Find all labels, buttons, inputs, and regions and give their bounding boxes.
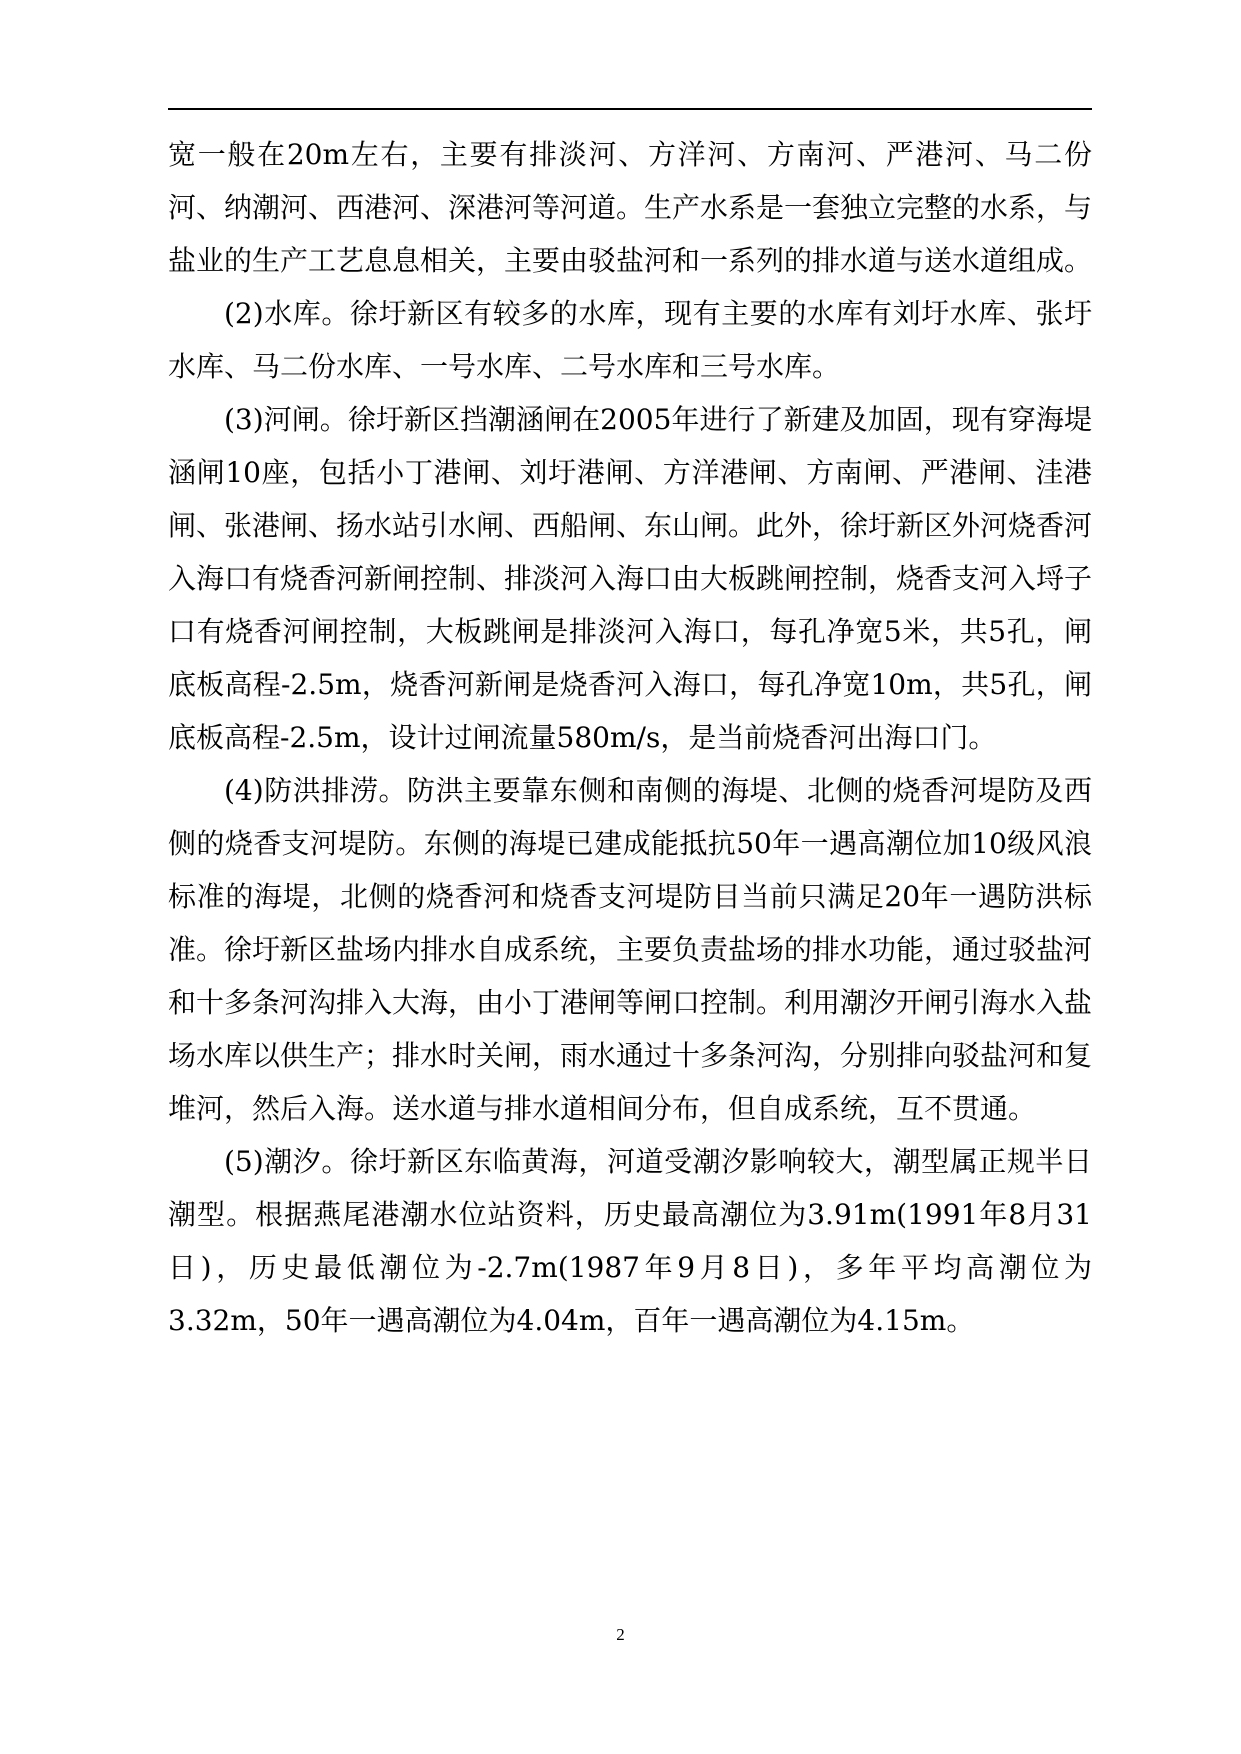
page-number: 2 [616, 1625, 625, 1644]
body-text [168, 128, 1092, 1347]
paragraph-reservoirs: (2)水库。徐圩新区有较多的水库，现有主要的水库有刘圩水库、张圩水库、马二份水库、一号水库、二号水库和三号水库。 [168, 297, 1092, 383]
paragraph-rivers-continued: 宽一般在20m左右，主要有排淡河、方洋河、方南河、严港河、马二份河、纳潮河、西港河、深港河等河道。生产水系是一套独立完整的水系，与盐业的生产工艺息息相关，主要由驳盐河和一系列的排水道与送水道组成。 [168, 138, 1093, 277]
paragraph-sluices: (3)河闸。徐圩新区挡潮涵闸在2005年进行了新建及加固，现有穿海堤涵闸10座，包括小丁港闸、刘圩港闸、方洋港闸、方南闸、严港闸、洼港闸、张港闸、扬水站引水闸、西船闸、东山闸。此外，徐圩新区外河烧香河入海口有烧香河新闸控制、排淡河入海口由大板跳闸控制，烧香支河入埒子口有烧香河闸控制，大板跳闸是排淡河入海口，每孔净宽5米，共5孔，闸底板高程-2.5m，烧香河新闸是烧香河入海口，每孔净宽10m，共5孔，闸底板高程-2.5m，设计过闸流量580m/s，是当前烧香河出海口门。 [168, 403, 1093, 754]
paragraph-tides: (5)潮汐。徐圩新区东临黄海，河道受潮汐影响较大，潮型属正规半日潮型。根据燕尾港潮水位站资料，历史最高潮位为3.91m(1991年8月31日)，历史最低潮位为-2.7m(1987年9月8日)，多年平均高潮位为3.32m，50年一遇高潮位为4.04m，百年一遇高潮位为4.15m。 [168, 1145, 1092, 1337]
header-rule [168, 108, 1092, 110]
paragraph-flood-control: (4)防洪排涝。防洪主要靠东侧和南侧的海堤、北侧的烧香河堤防及西侧的烧香支河堤防。东侧的海堤已建成能抵抗50年一遇高潮位加10级风浪标准的海堤，北侧的烧香河和烧香支河堤防目当前只满足20年一遇防洪标准。徐圩新区盐场内排水自成系统，主要负责盐场的排水功能，通过驳盐河和十多条河沟排入大海，由小丁港闸等闸口控制。利用潮汐开闸引海水入盐场水库以供生产；排水时关闸，雨水通过十多条河沟，分别排向驳盐河和复堆河，然后入海。送水道与排水道相间分布，但自成系统，互不贯通。 [168, 774, 1093, 1125]
